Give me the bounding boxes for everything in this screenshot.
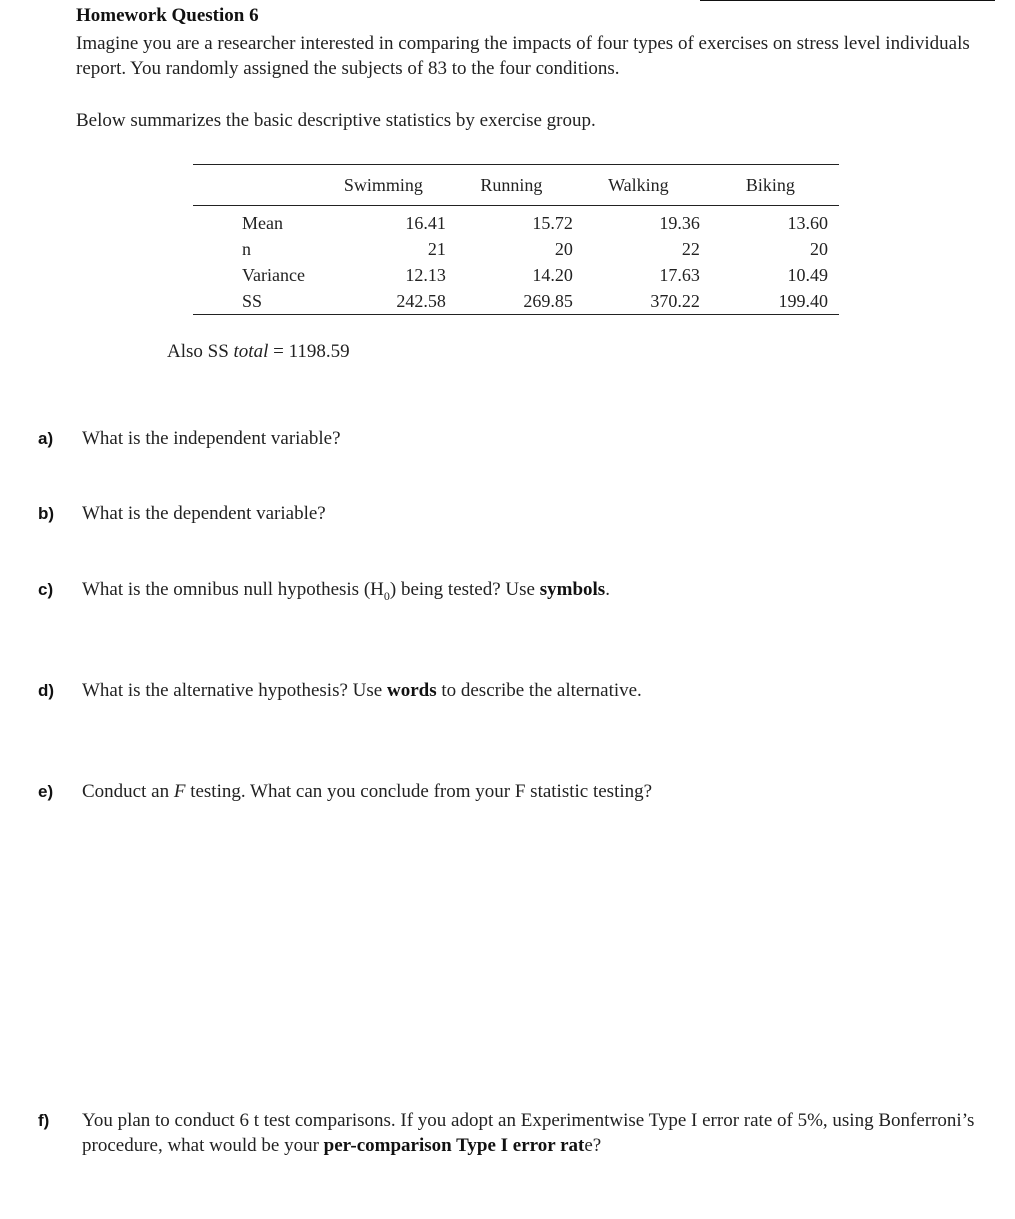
column-header-running: Running — [448, 165, 575, 206]
cell-running: 14.20 — [532, 264, 573, 285]
row-label: SS — [242, 290, 263, 311]
question-a — [38, 426, 998, 451]
column-header-biking: Biking — [702, 165, 839, 206]
cell-biking: 20 — [810, 238, 828, 259]
top-rule — [700, 0, 995, 1]
cell-running: 269.85 — [523, 290, 573, 311]
ss-total-note — [167, 341, 350, 363]
cell-walking: 17.63 — [659, 264, 700, 285]
question-c — [38, 577, 998, 609]
descriptive-stats-table — [193, 164, 839, 315]
cell-swimming: 12.13 — [405, 264, 446, 285]
column-header-blank — [193, 165, 319, 206]
question-letter: e) — [38, 782, 54, 801]
table-header-row — [193, 165, 839, 206]
cell-biking: 13.60 — [787, 212, 828, 233]
row-label: Mean — [242, 212, 283, 233]
ss-total-word: total — [233, 341, 269, 362]
question-title: Homework Question 6 — [76, 5, 259, 26]
question-letter: d) — [38, 681, 55, 700]
question-letter: f) — [38, 1111, 50, 1130]
cell-swimming: 242.58 — [396, 290, 446, 311]
table-row-ss — [193, 288, 839, 315]
cell-biking: 10.49 — [787, 264, 828, 285]
cell-walking: 19.36 — [659, 212, 700, 233]
question-e — [38, 779, 998, 804]
cell-swimming: 21 — [427, 238, 446, 259]
cell-running: 15.72 — [532, 212, 573, 233]
ss-total-prefix: Also SS — [167, 341, 234, 362]
cell-biking: 199.40 — [778, 290, 828, 311]
summary-sentence: Below summarizes the basic descriptive statistics by exercise group. — [76, 110, 596, 131]
question-text: What is the omnibus null hypothesis $(H_0)$ being tested? Use symbols. — [82, 579, 610, 603]
question-letter: c) — [38, 580, 54, 599]
ss-total-value: = 1198.59 — [268, 341, 350, 362]
table-row-n — [193, 236, 839, 262]
row-label: n — [242, 238, 251, 259]
table-row-mean — [193, 206, 839, 237]
column-header-swimming: Swimming — [319, 165, 448, 206]
question-text: What is the dependent variable? — [82, 503, 326, 524]
question-text: Conduct an F testing. What can you conclude from your F statistic testing? — [82, 781, 653, 802]
intro-paragraph: Imagine you are a researcher interested in comparing the impacts of four types of exercises on stress level individuals report. You randomly assigned the subjects of 83 to the four conditions. — [76, 33, 970, 79]
table-row-variance — [193, 262, 839, 288]
question-f — [38, 1108, 998, 1158]
question-b — [38, 501, 998, 526]
question-text: What is the alternative hypothesis? Use words to describe the alternative. — [82, 680, 642, 701]
question-letter: b) — [38, 504, 55, 523]
question-letter: a) — [38, 429, 54, 448]
cell-running: 20 — [554, 238, 573, 259]
question-d — [38, 678, 998, 703]
column-header-walking: Walking — [575, 165, 702, 206]
cell-walking: 22 — [681, 238, 700, 259]
question-text: You plan to conduct 6 t test comparisons. If you adopt an Experimentwise Type I error rate of 5%, using Bonferroni’s procedure, what would be your per-comparison Type I error rate? — [82, 1110, 975, 1156]
question-text: What is the independent variable? — [82, 428, 341, 449]
cell-walking: 370.22 — [650, 290, 700, 311]
row-label: Variance — [242, 264, 305, 285]
cell-swimming: 16.41 — [405, 212, 446, 233]
